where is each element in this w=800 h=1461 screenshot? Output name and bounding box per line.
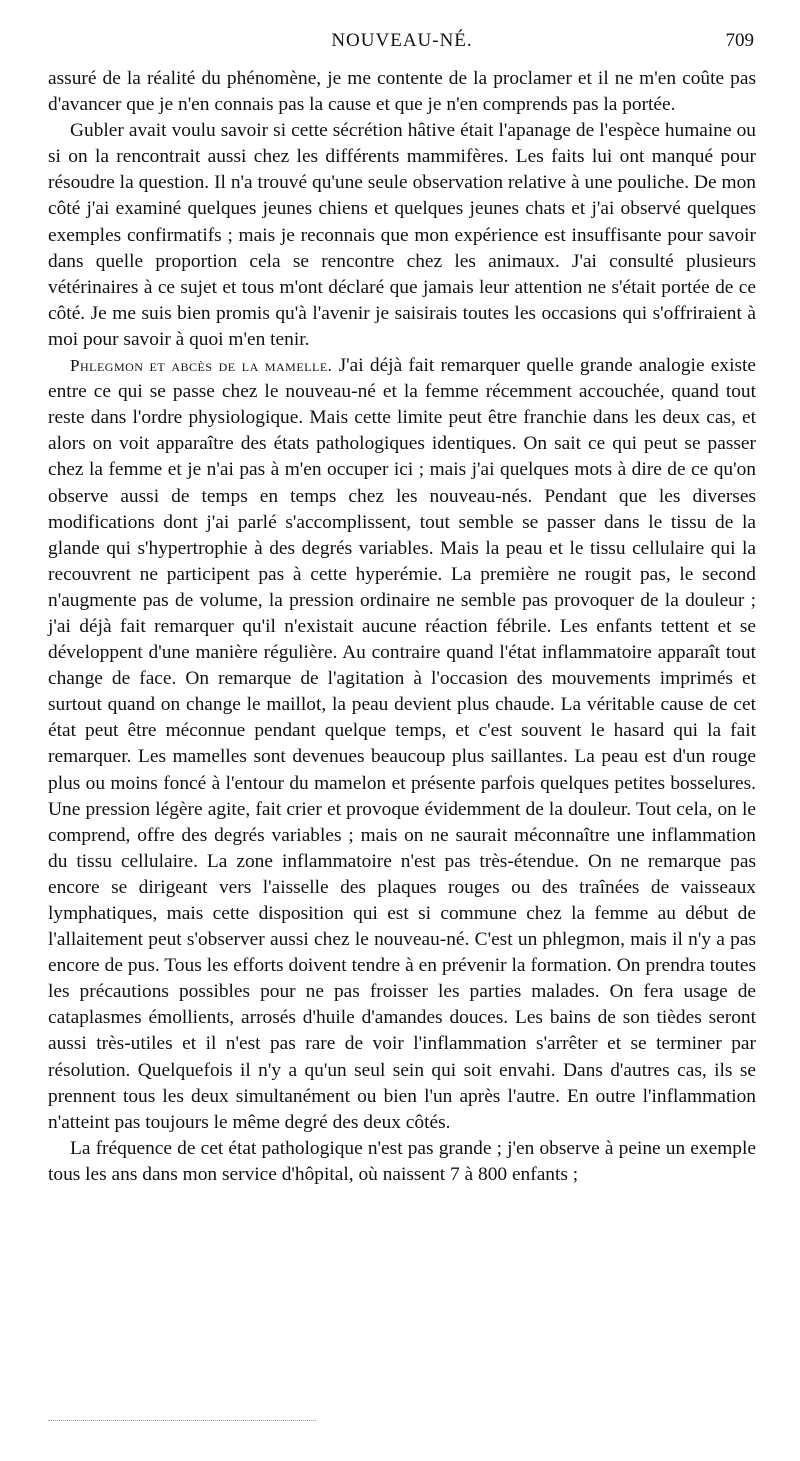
page-header <box>48 30 756 60</box>
paragraph-1: assuré de la réalité du phénomène, je me contente de la proclamer et il ne m'en coûte pas d'avancer que je n'en connais pas la cause et que je n'en comprends pas la portée. <box>48 68 756 116</box>
section-heading: Phlegmon et abcès de la mamelle. <box>70 356 333 376</box>
footer-rule <box>48 1420 316 1421</box>
body-text <box>48 66 756 1188</box>
running-title: NOUVEAU-NÉ. <box>331 30 473 51</box>
paragraph-4: La fréquence de cet état pathologique n'est pas grande ; j'en observe à peine un exemple tous les ans dans mon service d'hôpital, où naissent 7 à 800 enfants ; <box>48 1137 756 1185</box>
page-number: 709 <box>725 30 754 51</box>
paragraph-2: Gubler avait voulu savoir si cette sécrétion hâtive était l'apanage de l'espèce humaine ou si on la rencontrait aussi chez les différents mammifères. Les faits lui ont manqué pour résoudre la question. Il n'a trouvé qu'une seule observation relative à une pouliche. De mon côté j'ai examiné quelques jeunes chiens et quelques jeunes chats et j'ai observé quelques exemples confirmatifs ; mais je reconnais que mon expérience est insuffisante pour savoir dans quelle proportion cela se rencontre chez les animaux. J'ai consulté plusieurs vétérinaires à ce sujet et tous m'ont déclaré que jamais leur attention ne s'était portée de ce côté. Je me suis bien promis qu'à l'avenir je saisirais toutes les occasions qui s'offriraient à moi pour savoir à quoi m'en tenir. <box>48 120 756 350</box>
paragraph-3-text: J'ai déjà fait remarquer quelle grande analogie existe entre ce qui se passe chez le nouveau-né et la femme récemment accouchée, quand tout reste dans l'ordre physiologique. Mais cette limite peut être franchie dans les deux cas, et alors on voit apparaître des états pathologiques identiques. On sait ce qui peut se passer chez la femme et je n'ai pas à m'en occuper ici ; mais j'ai quelques mots à dire de ce qu'on observe aussi de temps en temps chez les nouveau-nés. Pendant que les diverses modifications dont j'ai parlé s'accomplissent, tout semble se passer dans le tissu de la glande qui s'hypertrophie à des degrés variables. Mais la peau et le tissu cellulaire qui la recouvrent ne participent pas à cette hyperémie. La première ne rougit pas, le second n'augmente pas de volume, la pression ordinaire ne semble pas provoquer de la douleur ; j'ai déjà fait remarquer qu'il n'existait aucune réaction fébrile. Les enfants tettent et se développent d'une manière régulière. Au contraire quand l'état inflammatoire apparaît tout change de face. On remarque de l'agitation à l'occasion des mouvements imprimés et surtout quand on change le maillot, la peau devient plus chaude. La véritable cause de cet état peut être méconnue pendant quelque temps, et c'est souvent le hasard qui la fait remarquer. Les mamelles sont devenues beaucoup plus saillantes. La peau est d'un rouge plus ou moins foncé à l'entour du mamelon et présente parfois quelques petites bosselures. Une pression légère agite, fait crier et provoque évidemment de la douleur. Tout cela, on le comprend, offre des degrés variables ; mais on ne saurait méconnaître une inflammation du tissu cellulaire. La zone inflammatoire n'est pas très-étendue. On ne remarque pas encore se dirigeant vers l'aisselle des plaques rouges ou des traînées de vaisseaux lymphatiques, mais cette disposition qui est si commune chez la femme au début de l'allaitement peut s'observer aussi chez le nouveau-né. C'est un phlegmon, mais il n'y a pas encore de pus. Tous les efforts doivent tendre à en prévenir la formation. On prendra toutes les précautions possibles pour ne pas froisser les parties malades. On fera usage de cataplasmes émollients, arrosés d'huile d'amandes douces. Les bains de son tièdes seront aussi très-utiles et il n'est pas rare de voir l'inflammation s'arrêter et se terminer par résolution. Quelquefois il n'y a qu'un seul sein qui soit envahi. Dans d'autres cas, ils se prennent tous les deux simultanément ou bien l'un après l'autre. En outre l'inflammation n'atteint pas toujours le même degré des deux côtés. <box>48 355 756 1133</box>
paragraph-3 <box>48 353 756 1136</box>
